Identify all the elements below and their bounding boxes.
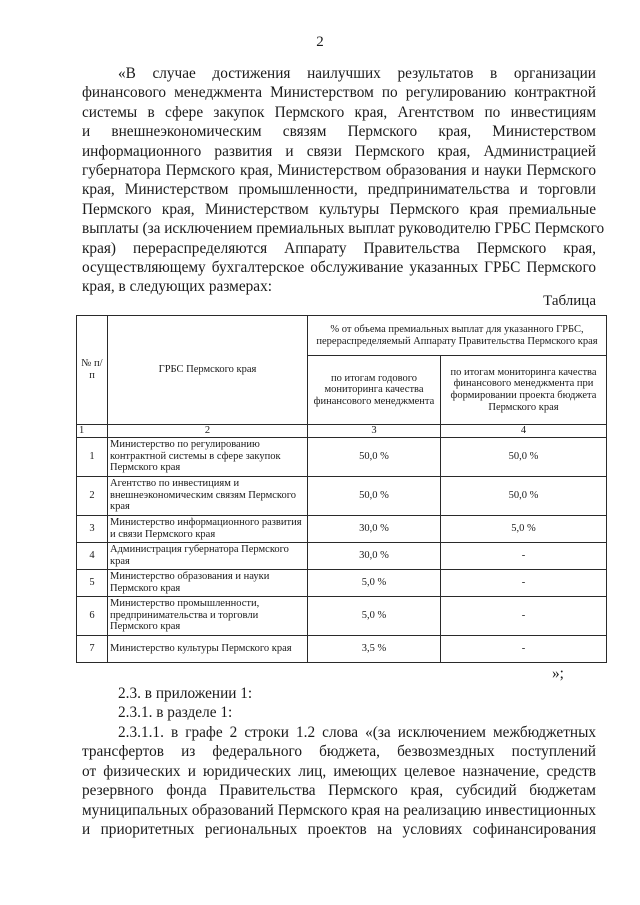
intro-line: выплаты (за исключением премиальных выплат руководителю ГРБС Пермского xyxy=(82,220,605,238)
row-grbs-name: Министерство промышленности, предпринимательства и торговли Пермского края xyxy=(108,596,308,635)
row-grbs-name: Министерство образования и науки Пермского края xyxy=(108,569,308,596)
row-no: 4 xyxy=(77,542,108,569)
row-grbs-name: Агентство по инвестициям и внешнеэкономическим связям Пермского края xyxy=(108,476,308,515)
item-line: и приоритетных региональных проектов на условиях софинансирования xyxy=(82,820,596,838)
row-no: 2 xyxy=(77,476,108,515)
table-row xyxy=(77,437,607,476)
row-budget-value: - xyxy=(441,596,607,635)
row-budget-value: 5,0 % xyxy=(441,515,607,542)
col-number: 3 xyxy=(308,425,441,438)
row-annual-value: 50,0 % xyxy=(308,437,441,476)
row-budget-value: 50,0 % xyxy=(441,437,607,476)
row-annual-value: 50,0 % xyxy=(308,476,441,515)
intro-line: «В случае достижения наилучших результатов в организации xyxy=(118,65,596,82)
header-budget: по итогам мониторинга качества финансового менеджмента при формировании проекта бюджета Пермского края xyxy=(441,356,607,425)
item-line: от физических и юридических лиц, имеющих целевое назначение, средств xyxy=(82,762,596,780)
intro-line: края, в следующих размерах: xyxy=(82,278,272,296)
row-annual-value: 5,0 % xyxy=(308,596,441,635)
column-numbers-row xyxy=(77,425,607,438)
col-number: 2 xyxy=(108,425,308,438)
intro-paragraph xyxy=(82,64,605,297)
table-row xyxy=(77,569,607,596)
table-row xyxy=(77,515,607,542)
row-no: 6 xyxy=(77,596,108,635)
intro-line: осуществляющему бухгалтерское обслуживание указанных ГРБС Пермского xyxy=(82,258,596,276)
row-budget-value: 50,0 % xyxy=(441,476,607,515)
row-budget-value: - xyxy=(441,569,607,596)
table-row xyxy=(77,635,607,662)
intro-line: и внешнеэкономическим связям Пермского края, Министерством xyxy=(82,123,596,141)
row-annual-value: 30,0 % xyxy=(308,542,441,569)
header-annual: по итогам годового мониторинга качества финансового менеджмента xyxy=(308,356,441,425)
item-line: муниципальных образований Пермского края на реализацию инвестиционных xyxy=(82,801,596,819)
row-annual-value: 3,5 % xyxy=(308,635,441,662)
row-annual-value: 30,0 % xyxy=(308,515,441,542)
table-row xyxy=(77,596,607,635)
item-2-3-1: 2.3.1. в разделе 1: xyxy=(118,704,233,721)
header-percent: % от объема премиальных выплат для указанного ГРБС, перераспределяемый Аппарату Правительства Пермского края xyxy=(308,316,607,356)
row-no: 5 xyxy=(77,569,108,596)
grbs-table xyxy=(76,315,607,663)
row-no: 7 xyxy=(77,635,108,662)
intro-line: Пермского края, Министерством культуры Пермского края премиальные xyxy=(82,200,596,218)
header-no: № п/п xyxy=(77,316,108,425)
row-grbs-name: Министерство информационного развития и связи Пермского края xyxy=(108,515,308,542)
item-line: резервного фонда Правительства Пермского края, субсидий бюджетам xyxy=(82,782,596,800)
header-grbs: ГРБС Пермского края xyxy=(108,316,308,425)
row-annual-value: 5,0 % xyxy=(308,569,441,596)
row-no: 1 xyxy=(77,437,108,476)
col-number: 1 xyxy=(77,425,108,438)
closing-mark: »; xyxy=(552,665,564,682)
item-line: трансфертов из федерального бюджета, безвозмездных поступлений xyxy=(82,743,596,761)
item-2-3-1-1-paragraph xyxy=(82,723,596,839)
intro-line: губернатора Пермского края, Министерством образования и науки Пермского xyxy=(82,161,596,179)
col-number: 4 xyxy=(441,425,607,438)
page-number: 2 xyxy=(316,34,324,50)
item-2-3: 2.3. в приложении 1: xyxy=(118,685,253,702)
intro-line: системы в сфере закупок Пермского края, Агентством по инвестициям xyxy=(82,103,596,121)
table-row xyxy=(77,476,607,515)
row-budget-value: - xyxy=(441,635,607,662)
row-grbs-name: Министерство культуры Пермского края xyxy=(108,635,308,662)
row-budget-value: - xyxy=(441,542,607,569)
intro-line: финансового менеджмента Министерством по регулированию контрактной xyxy=(82,84,596,102)
row-no: 3 xyxy=(77,515,108,542)
table-row xyxy=(77,542,607,569)
row-grbs-name: Министерство по регулированию контрактной системы в сфере закупок Пермского края xyxy=(108,437,308,476)
intro-line: информационного развития и связи Пермского края, Администрацией xyxy=(82,142,596,160)
intro-line: края, Министерством промышленности, предпринимательства и торговли xyxy=(82,181,596,199)
intro-line: края) перераспределяются Аппарату Правительства Пермского края, xyxy=(82,239,596,257)
table-label: Таблица xyxy=(543,293,596,309)
row-grbs-name: Администрация губернатора Пермского края xyxy=(108,542,308,569)
item-line: 2.3.1.1. в графе 2 строки 1.2 слова «(за исключением межбюджетных xyxy=(118,724,596,741)
